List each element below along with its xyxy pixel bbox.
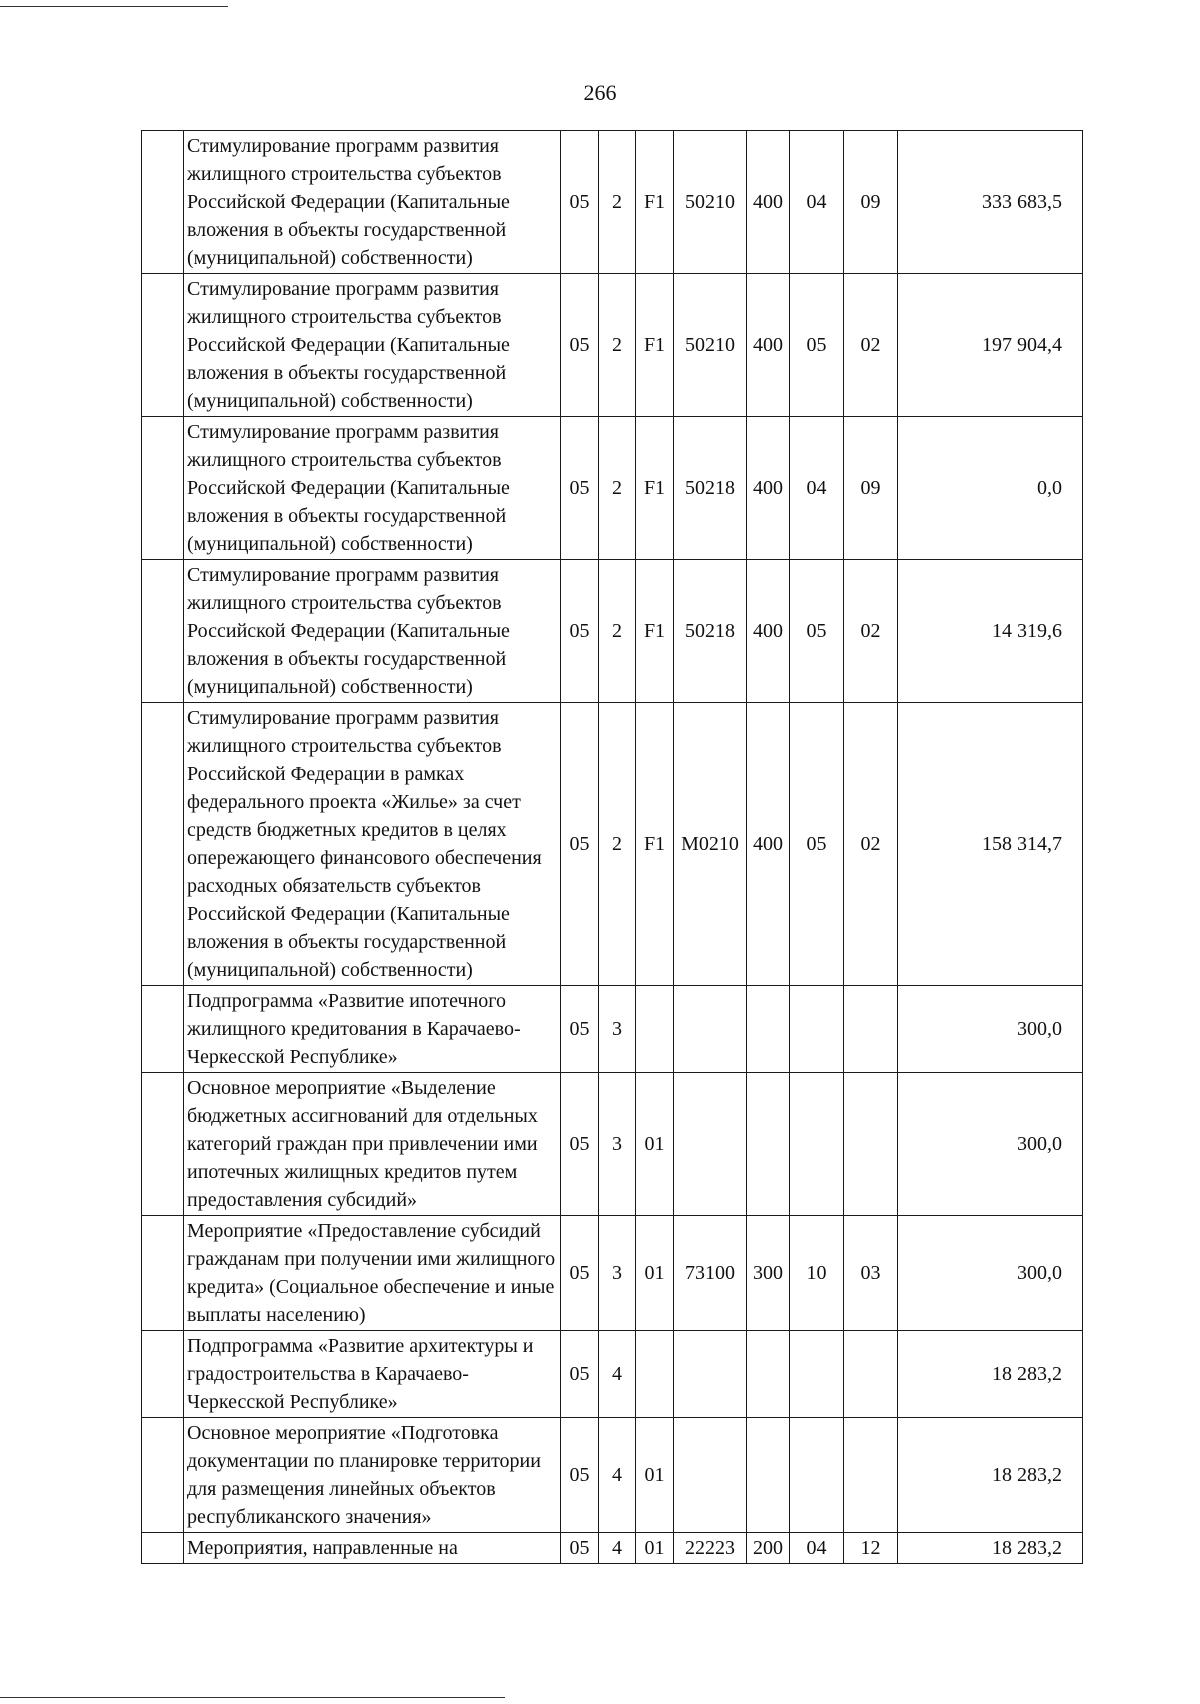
code-cell-7 (844, 1073, 898, 1216)
code-cell-5: 400 (747, 703, 790, 986)
code-cell-7 (844, 1331, 898, 1418)
code-cell-2: 2 (599, 560, 636, 703)
row-amount: 333 683,5 (898, 131, 1083, 274)
code-cell-3: F1 (636, 131, 674, 274)
code-cell-4: 73100 (674, 1216, 747, 1331)
code-cell-5 (747, 986, 790, 1073)
code-cell-4 (674, 1073, 747, 1216)
page-number: 266 (583, 80, 617, 105)
blank-cell (142, 986, 184, 1073)
code-cell-4: 50210 (674, 131, 747, 274)
code-cell-4: 50218 (674, 560, 747, 703)
code-cell-6: 04 (790, 417, 844, 560)
row-amount: 18 283,2 (898, 1418, 1083, 1533)
code-cell-7: 02 (844, 274, 898, 417)
code-cell-5: 300 (747, 1216, 790, 1331)
code-cell-7: 09 (844, 417, 898, 560)
row-description: Основное мероприятие «Выделение бюджетных ассигнований для отдельных категорий граждан при привлечении ими ипотечных жилищных кредитов путем предоставления субсидий» (184, 1073, 561, 1216)
code-cell-5: 400 (747, 560, 790, 703)
code-cell-2: 2 (599, 274, 636, 417)
code-cell-6: 10 (790, 1216, 844, 1331)
table-row (142, 986, 1083, 1073)
code-cell-1: 05 (561, 703, 599, 986)
scan-edge-line-top (0, 6, 228, 7)
code-cell-2: 3 (599, 1073, 636, 1216)
row-amount: 300,0 (898, 1216, 1083, 1331)
table-row (142, 560, 1083, 703)
code-cell-3: 01 (636, 1216, 674, 1331)
code-cell-4: 50218 (674, 417, 747, 560)
table-row (142, 274, 1083, 417)
code-cell-4: 50210 (674, 274, 747, 417)
code-cell-5 (747, 1418, 790, 1533)
code-cell-6: 05 (790, 703, 844, 986)
code-cell-6 (790, 1073, 844, 1216)
table-row (142, 1331, 1083, 1418)
code-cell-4: 22223 (674, 1533, 747, 1564)
blank-cell (142, 1216, 184, 1331)
row-description: Основное мероприятие «Подготовка документации по планировке территории для размещения линейных объектов республиканского значения» (184, 1418, 561, 1533)
code-cell-1: 05 (561, 1533, 599, 1564)
code-cell-5 (747, 1073, 790, 1216)
code-cell-1: 05 (561, 131, 599, 274)
code-cell-5: 400 (747, 274, 790, 417)
budget-table (141, 130, 1083, 1564)
code-cell-3: 01 (636, 1533, 674, 1564)
code-cell-2: 2 (599, 703, 636, 986)
code-cell-2: 4 (599, 1331, 636, 1418)
code-cell-4 (674, 1418, 747, 1533)
code-cell-7: 02 (844, 703, 898, 986)
code-cell-6 (790, 1418, 844, 1533)
code-cell-1: 05 (561, 1073, 599, 1216)
code-cell-3 (636, 1331, 674, 1418)
code-cell-2: 2 (599, 131, 636, 274)
row-amount: 14 319,6 (898, 560, 1083, 703)
code-cell-5: 400 (747, 417, 790, 560)
budget-table-body (142, 131, 1083, 1564)
row-description: Стимулирование программ развития жилищного строительства субъектов Российской Федерации (Капитальные вложения в объекты государственной (муниципальной) собственности) (184, 560, 561, 703)
table-row (142, 131, 1083, 274)
code-cell-1: 05 (561, 1216, 599, 1331)
table-row (142, 1533, 1083, 1564)
row-description: Мероприятия, направленные на (184, 1533, 561, 1564)
row-amount: 158 314,7 (898, 703, 1083, 986)
scan-edge-line-bottom (0, 1697, 505, 1698)
code-cell-3: F1 (636, 417, 674, 560)
code-cell-2: 4 (599, 1533, 636, 1564)
code-cell-1: 05 (561, 1418, 599, 1533)
row-amount: 300,0 (898, 986, 1083, 1073)
row-amount: 300,0 (898, 1073, 1083, 1216)
code-cell-6 (790, 986, 844, 1073)
blank-cell (142, 274, 184, 417)
blank-cell (142, 703, 184, 986)
row-description: Мероприятие «Предоставление субсидий гражданам при получении ими жилищного кредита» (Социальное обеспечение и иные выплаты населению) (184, 1216, 561, 1331)
code-cell-1: 05 (561, 274, 599, 417)
code-cell-2: 2 (599, 417, 636, 560)
code-cell-5: 400 (747, 131, 790, 274)
code-cell-6: 04 (790, 1533, 844, 1564)
row-description: Подпрограмма «Развитие ипотечного жилищного кредитования в Карачаево-Черкесской Республике» (184, 986, 561, 1073)
code-cell-7: 03 (844, 1216, 898, 1331)
table-row (142, 417, 1083, 560)
code-cell-2: 4 (599, 1418, 636, 1533)
code-cell-3: F1 (636, 560, 674, 703)
code-cell-4: M0210 (674, 703, 747, 986)
row-description: Подпрограмма «Развитие архитектуры и градостроительства в Карачаево-Черкесской Республике» (184, 1331, 561, 1418)
code-cell-7: 12 (844, 1533, 898, 1564)
code-cell-3: F1 (636, 703, 674, 986)
table-row (142, 1073, 1083, 1216)
code-cell-3: 01 (636, 1418, 674, 1533)
code-cell-7 (844, 1418, 898, 1533)
code-cell-4 (674, 986, 747, 1073)
code-cell-5: 200 (747, 1533, 790, 1564)
row-amount: 18 283,2 (898, 1533, 1083, 1564)
row-description: Стимулирование программ развития жилищного строительства субъектов Российской Федерации (Капитальные вложения в объекты государственной (муниципальной) собственности) (184, 131, 561, 274)
row-description: Стимулирование программ развития жилищного строительства субъектов Российской Федерации (Капитальные вложения в объекты государственной (муниципальной) собственности) (184, 274, 561, 417)
table-row (142, 1418, 1083, 1533)
row-description: Стимулирование программ развития жилищного строительства субъектов Российской Федерации в рамках федерального проекта «Жилье» за счет средств бюджетных кредитов в целях опережающего финансового обеспечения расходных обязательств субъектов Российской Федерации (Капитальные вложения в объекты государственной (муниципальной) собственности) (184, 703, 561, 986)
code-cell-6: 05 (790, 560, 844, 703)
row-amount: 18 283,2 (898, 1331, 1083, 1418)
code-cell-3: 01 (636, 1073, 674, 1216)
blank-cell (142, 1331, 184, 1418)
table-row (142, 703, 1083, 986)
blank-cell (142, 1073, 184, 1216)
code-cell-6 (790, 1331, 844, 1418)
table-row (142, 1216, 1083, 1331)
code-cell-3 (636, 986, 674, 1073)
code-cell-7: 09 (844, 131, 898, 274)
code-cell-7: 02 (844, 560, 898, 703)
code-cell-1: 05 (561, 1331, 599, 1418)
code-cell-1: 05 (561, 986, 599, 1073)
code-cell-4 (674, 1331, 747, 1418)
code-cell-3: F1 (636, 274, 674, 417)
row-description: Стимулирование программ развития жилищного строительства субъектов Российской Федерации (Капитальные вложения в объекты государственной (муниципальной) собственности) (184, 417, 561, 560)
blank-cell (142, 417, 184, 560)
blank-cell (142, 1418, 184, 1533)
code-cell-6: 05 (790, 274, 844, 417)
code-cell-1: 05 (561, 417, 599, 560)
row-amount: 197 904,4 (898, 274, 1083, 417)
blank-cell (142, 1533, 184, 1564)
code-cell-5 (747, 1331, 790, 1418)
code-cell-2: 3 (599, 1216, 636, 1331)
blank-cell (142, 131, 184, 274)
code-cell-7 (844, 986, 898, 1073)
blank-cell (142, 560, 184, 703)
code-cell-6: 04 (790, 131, 844, 274)
code-cell-1: 05 (561, 560, 599, 703)
row-amount: 0,0 (898, 417, 1083, 560)
code-cell-2: 3 (599, 986, 636, 1073)
